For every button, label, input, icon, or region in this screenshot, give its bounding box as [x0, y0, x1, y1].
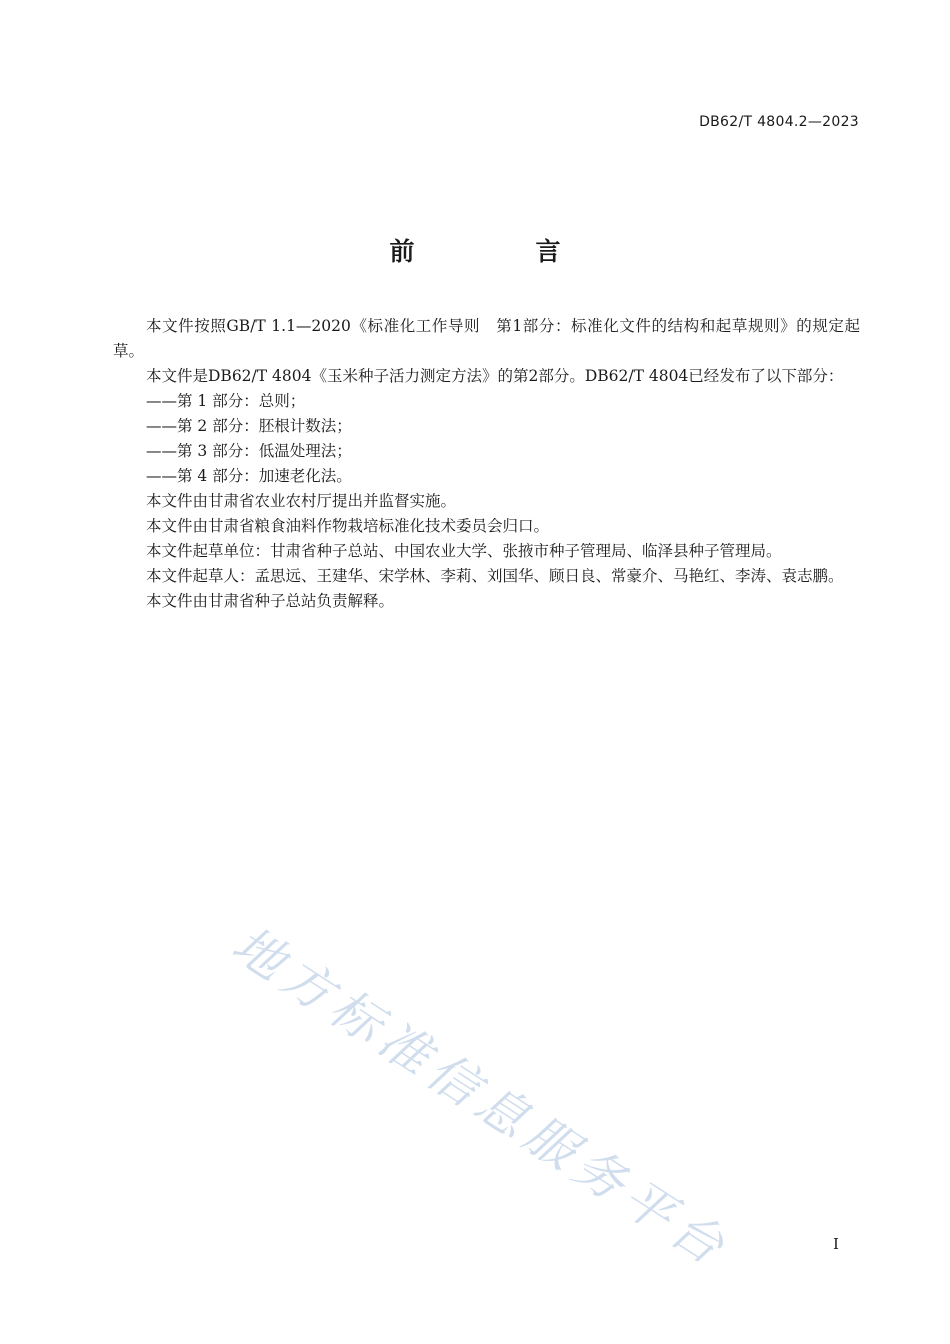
list-item-part-1: ——第 1 部分：总则； — [146, 392, 306, 410]
paragraph-part-statement: 本文件是DB62/T 4804《玉米种子活力测定方法》的第2部分。DB62/T 4804已经发布了以下部分： — [146, 367, 844, 385]
paragraph-drafters: 本文件起草人：孟思远、王建华、宋学林、李莉、刘国华、顾日良、常豪介、马艳红、李涛、袁志鹏。 — [146, 567, 844, 585]
paragraph-drafting-basis: 本文件按照GB/T 1.1—2020《标准化工作导则 第1部分：标准化文件的结构和起草规则》的规定起草。 — [113, 317, 860, 360]
page-number: I — [833, 1235, 839, 1253]
watermark: 地方标准信息服务平台 — [222, 915, 741, 1280]
list-item-part-4: ——第 4 部分：加速老化法。 — [146, 467, 352, 485]
paragraph-proposer: 本文件由甘肃省农业农村厅提出并监督实施。 — [146, 492, 457, 510]
paragraph-interpretation: 本文件由甘肃省种子总站负责解释。 — [146, 592, 395, 610]
paragraph-drafting-units: 本文件起草单位：甘肃省种子总站、中国农业大学、张掖市种子管理局、临泽县种子管理局。 — [146, 542, 782, 560]
foreword-body — [113, 314, 860, 614]
document-code: DB62/T 4804.2—2023 — [699, 114, 859, 130]
paragraph-committee: 本文件由甘肃省粮食油料作物栽培标准化技术委员会归口。 — [146, 517, 550, 535]
page-title: 前 言 — [389, 237, 609, 266]
list-item-part-2: ——第 2 部分：胚根计数法； — [146, 417, 352, 435]
list-item-part-3: ——第 3 部分：低温处理法； — [146, 442, 352, 460]
